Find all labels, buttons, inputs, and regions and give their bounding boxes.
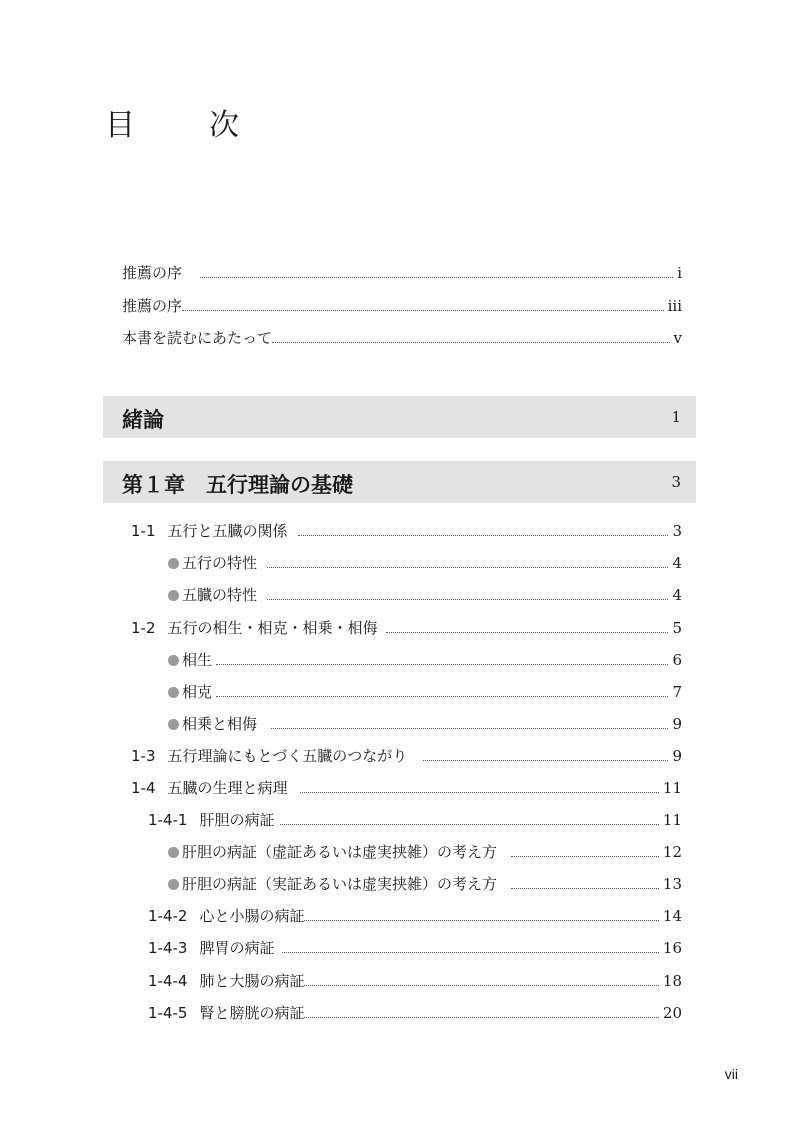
toc-entry[interactable] — [168, 841, 682, 862]
toc-entry-page: 6 — [672, 651, 682, 669]
toc-entry-page: iii — [667, 297, 682, 315]
toc-entry-label: 相生 — [182, 651, 213, 669]
dot-leader — [182, 310, 664, 311]
bullet-icon — [168, 879, 179, 890]
toc-entry[interactable] — [168, 873, 682, 894]
toc-entry-label: 五臓の生理と病理 — [167, 779, 288, 797]
section-number: 1-4-3 — [148, 939, 188, 957]
dot-leader — [304, 1017, 658, 1018]
toc-entry[interactable] — [168, 584, 682, 605]
toc-entry[interactable] — [131, 617, 682, 638]
toc-entry-label: 肝胆の病証（虚証あるいは虚実挟雑）の考え方 — [182, 843, 498, 861]
bullet-icon — [168, 655, 179, 666]
section-title: 緒論 — [122, 408, 164, 432]
toc-entry[interactable] — [168, 649, 682, 670]
toc-entry-label: 肝胆の病証（実証あるいは虚実挟雑）の考え方 — [182, 875, 498, 893]
section-band-introduction[interactable] — [103, 396, 696, 438]
toc-entry-label: 推薦の序 — [122, 264, 183, 282]
toc-entry-page: 4 — [672, 586, 682, 604]
dot-leader — [511, 856, 659, 857]
dot-leader — [200, 277, 673, 278]
toc-entry-label: 腎と膀胱の病証 — [199, 1004, 305, 1022]
dot-leader — [272, 342, 670, 343]
bullet-icon — [168, 590, 179, 601]
toc-entry-page: 13 — [662, 875, 682, 893]
toc-entry-label: 相乗と相侮 — [182, 715, 258, 733]
toc-entry-page: 7 — [672, 683, 682, 701]
toc-entry-label: 五行の特性 — [182, 554, 258, 572]
toc-entry-page: 5 — [672, 619, 682, 637]
toc-entry-page: v — [673, 329, 682, 347]
section-page: 3 — [671, 473, 681, 491]
toc-entry[interactable] — [148, 905, 682, 926]
bullet-icon — [168, 719, 179, 730]
section-number: 1-4-1 — [148, 811, 188, 829]
dot-leader — [304, 985, 658, 986]
dot-leader — [267, 599, 668, 600]
toc-entry-label: 五行理論にもとづく五臓のつながり — [167, 747, 408, 765]
toc-entry[interactable] — [168, 552, 682, 573]
page-number: vii — [724, 1066, 738, 1082]
toc-entry[interactable] — [131, 777, 682, 798]
dot-leader — [216, 664, 668, 665]
toc-entry-page: 9 — [672, 747, 682, 765]
toc-entry-reading-guide[interactable] — [122, 327, 682, 348]
bullet-icon — [168, 558, 179, 569]
dot-leader — [267, 567, 668, 568]
toc-entry-label: 五行と五臓の関係 — [167, 522, 288, 540]
toc-entry-label: 推薦の序 — [122, 297, 183, 315]
section-number: 1-4-2 — [148, 907, 188, 925]
toc-entry-label: 脾胃の病証 — [199, 939, 275, 957]
toc-entry-preface-1[interactable] — [122, 262, 682, 283]
toc-entry[interactable] — [148, 809, 682, 830]
section-number: 1-4-5 — [148, 1004, 188, 1022]
toc-entry-page: 11 — [662, 779, 682, 797]
toc-entry[interactable] — [148, 1002, 682, 1023]
toc-entry-page: 14 — [662, 907, 682, 925]
dot-leader — [298, 535, 669, 536]
toc-entry-label: 心と小腸の病証 — [199, 907, 305, 925]
dot-leader — [300, 792, 659, 793]
toc-entry[interactable] — [168, 713, 682, 734]
section-number: 1-2 — [131, 619, 156, 637]
section-page: 1 — [671, 408, 681, 426]
toc-entry-page: 11 — [662, 811, 682, 829]
toc-entry-page: 16 — [662, 939, 682, 957]
toc-entry-page: 4 — [672, 554, 682, 572]
bullet-icon — [168, 847, 179, 858]
toc-entry-label: 肝胆の病証 — [199, 811, 275, 829]
toc-entry-page: 18 — [662, 972, 682, 990]
dot-leader — [216, 696, 668, 697]
toc-entry[interactable] — [148, 937, 682, 958]
section-band-chapter-1[interactable] — [103, 461, 696, 503]
toc-entry-label: 五行の相生・相克・相乗・相侮 — [167, 619, 378, 637]
toc-entry[interactable] — [131, 520, 682, 541]
dot-leader — [304, 920, 658, 921]
section-title: 第１章 五行理論の基礎 — [122, 473, 353, 497]
dot-leader — [511, 888, 659, 889]
toc-entry[interactable] — [148, 970, 682, 991]
section-number: 1-3 — [131, 747, 156, 765]
toc-entry-page: 20 — [662, 1004, 682, 1022]
toc-entry-label: 肺と大腸の病証 — [199, 972, 305, 990]
toc-entry-page: 12 — [662, 843, 682, 861]
toc-entry-label: 本書を読むにあたって — [122, 329, 273, 347]
bullet-icon — [168, 687, 179, 698]
dot-leader — [386, 632, 669, 633]
toc-entry-page: 3 — [672, 522, 682, 540]
dot-leader — [282, 952, 658, 953]
section-number: 1-4-4 — [148, 972, 188, 990]
toc-entry[interactable] — [131, 745, 682, 766]
toc-entry[interactable] — [168, 681, 682, 702]
dot-leader — [280, 824, 658, 825]
page-title: 目 次 — [105, 108, 261, 143]
dot-leader — [423, 760, 668, 761]
toc-entry-page: i — [677, 264, 682, 282]
toc-entry-label: 相克 — [182, 683, 213, 701]
toc-entry-page: 9 — [672, 715, 682, 733]
dot-leader — [271, 728, 668, 729]
toc-entry-preface-2[interactable] — [122, 295, 682, 316]
section-number: 1-1 — [131, 522, 156, 540]
section-number: 1-4 — [131, 779, 156, 797]
toc-entry-label: 五臓の特性 — [182, 586, 258, 604]
